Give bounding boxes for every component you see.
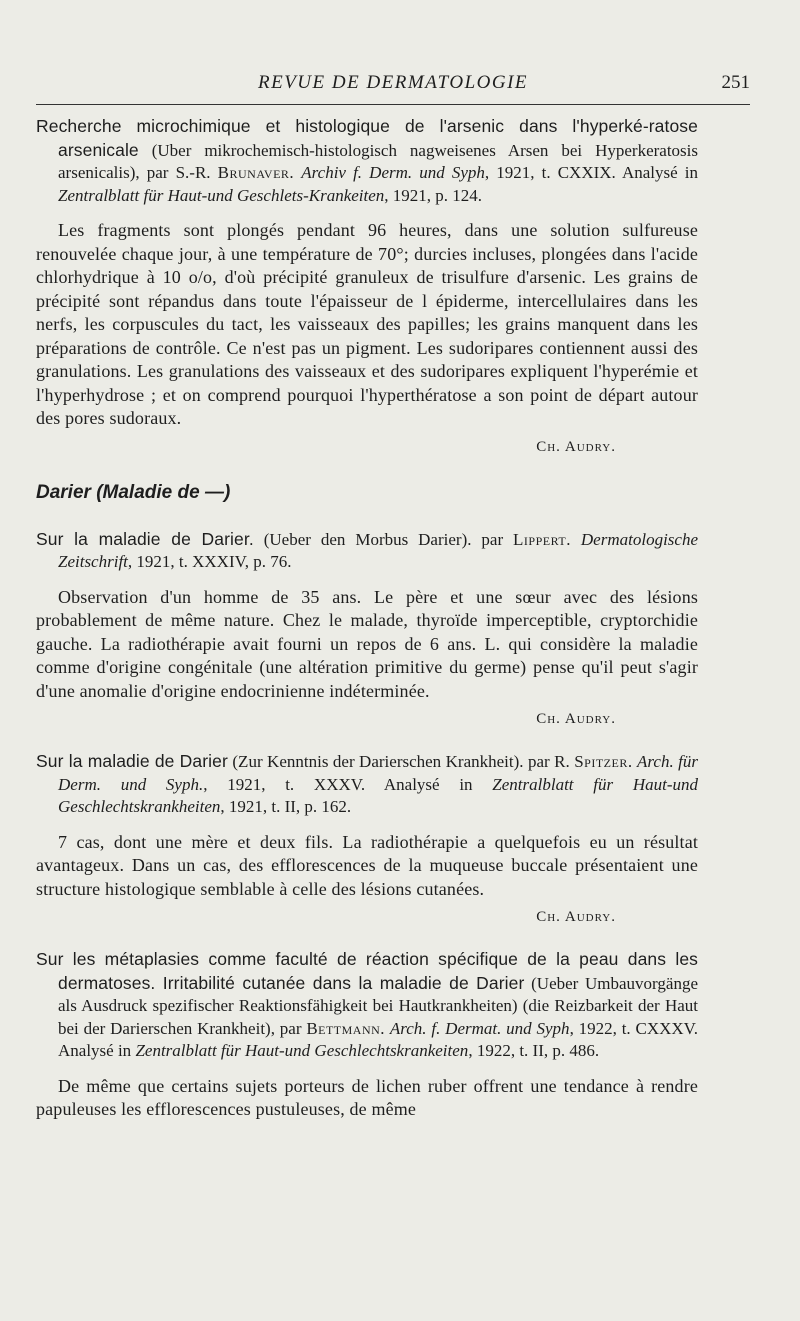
journal-title: Dermatologische Zeitschrift <box>58 529 698 571</box>
journal-title: Zentralblatt für Haut-und Geschlechtskrankeiten <box>135 1041 469 1060</box>
header-rule <box>36 104 750 105</box>
reference-author: Spitzer. <box>574 752 633 771</box>
journal-title: Archiv f. Derm. und Syph <box>301 163 485 182</box>
article-heading <box>36 948 698 1063</box>
reference-text: (Ueber den Morbus Darier). par <box>253 529 514 549</box>
running-head <box>36 70 750 98</box>
article-body: 7 cas, dont une mère et deux fils. La radiothérapie a quelquefois eu un résultat avantageux. Dans un cas, des efflorescences de la muqueuse buccale présentaient une structure histologique semblable à celle des lésions cutanées. <box>36 831 698 899</box>
article-darier-spitzer <box>36 750 698 926</box>
article-darier-lippert <box>36 528 698 729</box>
journal-title: Arch. für Derm. und Syph. <box>58 752 699 794</box>
page-content <box>36 115 698 1122</box>
reference-text: (Zur Kenntnis der Darierschen Krankheit). par R. <box>227 752 575 771</box>
article-heading <box>36 750 698 819</box>
article-body: Observation d'un homme de 35 ans. Le père et une sœur avec des lésions probablement de même nature. Chez le malade, thyroïde imperceptible, cryptorchidie gauche. La radiothérapie avait fourni un repos de 6 ans. L. qui considère la maladie comme d'origine congénitale (une altération primitive du germe) pense qu'il peut s'agir d'une anomalie d'origine endocrinienne indéterminée. <box>36 586 698 701</box>
reference-author: Bettmann. <box>306 1018 386 1038</box>
reference-text: , 1921, t. XXXIV, p. 76. <box>127 552 292 571</box>
journal-title: Arch. f. Dermat. und Syph <box>389 1018 570 1038</box>
article-title: Sur la maladie de Darier <box>36 751 228 771</box>
section-title: Darier (Maladie de —) <box>36 481 231 503</box>
reference-text: , 1921, t. II, p. 162. <box>220 797 352 816</box>
article-body: Les fragments sont plongés pendant 96 heures, dans une solution sulfureuse renouvelée chaque jour, à une température de 70°; durcies incluses, plongées dans l'acide chlorhydrique à 10 o/o, d'où précipité granuleux de trisulfure d'arsenic. Les grains de précipité sont répandus dans toute l'épaisseur de l épiderme, intercellulaires dans les nerfs, les corpuscules du tact, les vaisseaux des papilles; les grains manquent dans les préparations de contrôle. Ce n'est pas un pigment. Les sudoripares contiennent aussi des granulations. Les granulations des vaisseaux et des sudoripares expliquent l'hyperémie et l'hyperhydrose ; et on comprend pourquoi l'hyperthératose a son point de départ autour des pores sudoraux. <box>36 220 698 428</box>
reference-author: Brunaver. <box>217 163 295 182</box>
journal-title: Zentralblatt für Haut-und Geschlets-Krankeiten <box>58 185 385 205</box>
author-signature: Ch. Audry. <box>536 909 616 925</box>
article-title: Sur les métaplasies comme faculté de réaction spécifique de la peau dans les dermatoses. Irritabilité cutanée dans la maladie de Darier <box>36 949 698 993</box>
article-heading <box>36 115 698 207</box>
article-darier-bettmann <box>36 948 698 1122</box>
reference-text: , 1921, p. 124. <box>384 185 483 205</box>
article-heading <box>36 528 698 574</box>
author-signature: Ch. Audry. <box>536 711 616 727</box>
author-signature: Ch. Audry. <box>536 438 616 455</box>
article-body: De même que certains sujets porteurs de lichen ruber offrent une tendance à rendre papuleuses les efflorescences pustuleuses, de même <box>36 1075 698 1119</box>
reference-text: , 1921, t. XXXV. Analysé in <box>203 774 493 794</box>
journal-title: Zentralblatt für Haut-und Geschlechtskrankheiten <box>58 774 698 816</box>
article-arsenic <box>36 115 698 456</box>
reference-text: , 1922, t. II, p. 486. <box>468 1041 600 1060</box>
running-title: REVUE DE DERMATOLOGIE <box>257 72 529 93</box>
page-number: 251 <box>721 72 750 93</box>
reference-text: (Ueber Umbauvorgänge als Ausdruck spezifischer Reaktionsfähigkeit bei Hautkrankheiten) (die Reizbarkeit der Haut bei der Darierschen Krankheit), par <box>58 973 698 1038</box>
reference-text: , 1922, t. CXXXV. Analysé in <box>58 1018 699 1060</box>
article-title: Sur la maladie de Darier. <box>36 528 254 549</box>
reference-text: , 1921, t. CXXIX. Analysé in <box>484 163 698 182</box>
reference-text: (Uber mikrochemisch-histologisch nagweisenes Arsen bei Hyperkeratosis arsenicalis), par S.-R. <box>58 140 698 182</box>
reference-author: Lippert. <box>513 529 571 549</box>
reference-text <box>571 530 581 549</box>
article-title: Recherche microchimique et histologique de l'arsenic dans l'hyperké-ratose arsenicale <box>36 116 698 160</box>
